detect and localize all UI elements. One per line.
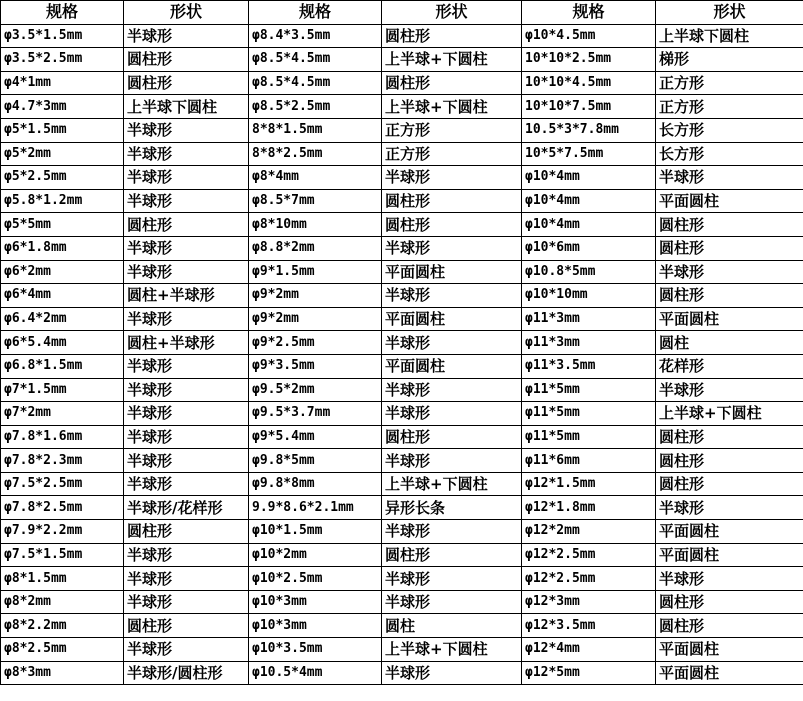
spec-cell: φ8.5*4.5mm [249,48,382,72]
shape-cell: 圆柱形 [124,48,249,72]
spec-cell: 8*8*1.5mm [249,118,382,142]
spec-cell: φ11*5mm [522,402,656,426]
header-spec-2: 规格 [249,1,382,25]
table-row [1,449,803,473]
shape-cell: 半球形 [124,638,249,662]
spec-cell: 10*10*7.5mm [522,95,656,119]
shape-cell: 上半球+下圆柱 [382,472,522,496]
table-row [1,260,803,284]
shape-cell: 半球形 [124,118,249,142]
shape-cell: 平面圆柱 [382,354,522,378]
shape-cell: 圆柱形 [656,590,803,614]
table-row [1,213,803,237]
table-row [1,354,803,378]
spec-cell: φ8*3mm [1,661,124,685]
shape-cell: 半球形 [382,590,522,614]
spec-cell: φ7*2mm [1,402,124,426]
shape-cell: 圆柱+半球形 [124,331,249,355]
spec-cell: φ6*4mm [1,284,124,308]
shape-cell: 平面圆柱 [656,520,803,544]
spec-cell: φ10*4mm [522,213,656,237]
shape-cell: 上半球+下圆柱 [382,638,522,662]
spec-cell: φ8*4mm [249,166,382,190]
shape-cell: 圆柱形 [382,24,522,48]
header-row [1,1,803,25]
shape-cell: 半球形 [124,378,249,402]
spec-cell: φ11*3mm [522,331,656,355]
spec-cell: φ12*1.5mm [522,472,656,496]
spec-cell: φ8*10mm [249,213,382,237]
shape-cell: 长方形 [656,118,803,142]
spec-cell: φ4*1mm [1,71,124,95]
spec-cell: φ8*2mm [1,590,124,614]
spec-cell: φ5*5mm [1,213,124,237]
table-row [1,661,803,685]
spec-cell: φ12*3mm [522,590,656,614]
shape-cell: 半球形 [124,142,249,166]
spec-cell: 10*10*4.5mm [522,71,656,95]
spec-cell: φ10.5*4mm [249,661,382,685]
shape-cell: 正方形 [382,142,522,166]
shape-cell: 圆柱形 [656,236,803,260]
shape-cell: 半球形 [124,24,249,48]
shape-cell: 圆柱形 [382,189,522,213]
shape-cell: 圆柱形 [124,71,249,95]
table-row [1,402,803,426]
shape-cell: 正方形 [656,71,803,95]
shape-cell: 正方形 [656,95,803,119]
table-row [1,118,803,142]
spec-cell: φ11*5mm [522,425,656,449]
spec-cell: φ12*3.5mm [522,614,656,638]
spec-cell: φ10*4mm [522,166,656,190]
spec-cell: φ10*6mm [522,236,656,260]
spec-cell: φ12*1.8mm [522,496,656,520]
header-shape-2: 形状 [382,1,522,25]
shape-cell: 半球形/圆柱形 [124,661,249,685]
table-row [1,425,803,449]
spec-cell: φ8*2.5mm [1,638,124,662]
shape-cell: 圆柱 [382,614,522,638]
table-row [1,236,803,260]
spec-cell: φ8.8*2mm [249,236,382,260]
shape-cell: 半球形 [124,567,249,591]
shape-cell: 半球形 [382,402,522,426]
spec-cell: φ8*2.2mm [1,614,124,638]
spec-cell: φ7*1.5mm [1,378,124,402]
shape-cell: 半球形 [124,472,249,496]
shape-cell: 半球形 [124,166,249,190]
header-shape-3: 形状 [656,1,803,25]
spec-cell: φ11*3mm [522,307,656,331]
spec-cell: φ10*3mm [249,614,382,638]
spec-cell: φ9.8*8mm [249,472,382,496]
shape-cell: 半球形 [124,402,249,426]
shape-cell: 半球形 [382,449,522,473]
spec-cell: φ7.8*1.6mm [1,425,124,449]
shape-cell: 半球形 [656,496,803,520]
spec-cell: φ7.5*1.5mm [1,543,124,567]
shape-cell: 圆柱形 [656,425,803,449]
spec-cell: 10*5*7.5mm [522,142,656,166]
spec-cell: φ12*2mm [522,520,656,544]
shape-cell: 平面圆柱 [656,638,803,662]
spec-cell: φ12*2.5mm [522,543,656,567]
shape-cell: 半球形 [382,236,522,260]
shape-cell: 平面圆柱 [656,307,803,331]
shape-cell: 平面圆柱 [656,661,803,685]
shape-cell: 上半球+下圆柱 [382,95,522,119]
shape-cell: 上半球+下圆柱 [382,48,522,72]
spec-cell: φ9.5*3.7mm [249,402,382,426]
shape-cell: 圆柱形 [124,213,249,237]
header-shape-1: 形状 [124,1,249,25]
shape-cell: 圆柱形 [382,543,522,567]
table-row [1,284,803,308]
shape-cell: 圆柱形 [382,71,522,95]
shape-cell: 半球形 [124,449,249,473]
shape-cell: 梯形 [656,48,803,72]
spec-cell: φ8.5*4.5mm [249,71,382,95]
spec-cell: φ10*10mm [522,284,656,308]
spec-cell: φ8*1.5mm [1,567,124,591]
spec-cell: φ5*2.5mm [1,166,124,190]
shape-cell: 圆柱形 [656,472,803,496]
shape-cell: 圆柱形 [656,213,803,237]
shape-cell: 半球形 [124,425,249,449]
shape-cell: 半球形 [124,189,249,213]
table-row [1,378,803,402]
shape-cell: 半球形 [656,378,803,402]
shape-cell: 半球形 [656,567,803,591]
table-row [1,307,803,331]
shape-cell: 圆柱 [656,331,803,355]
shape-cell: 半球形 [124,543,249,567]
spec-cell: φ10*3.5mm [249,638,382,662]
shape-cell: 半球形 [382,331,522,355]
spec-cell: φ7.8*2.3mm [1,449,124,473]
spec-cell: φ8.4*3.5mm [249,24,382,48]
shape-cell: 圆柱形 [124,614,249,638]
shape-cell: 半球形 [124,590,249,614]
spec-cell: φ4.7*3mm [1,95,124,119]
shape-cell: 正方形 [382,118,522,142]
shape-cell: 半球形 [124,236,249,260]
table-row [1,48,803,72]
spec-cell: φ5*2mm [1,142,124,166]
spec-cell: φ7.8*2.5mm [1,496,124,520]
spec-cell: φ5.8*1.2mm [1,189,124,213]
spec-cell: φ9*1.5mm [249,260,382,284]
spec-cell: φ10*4.5mm [522,24,656,48]
shape-cell: 平面圆柱 [656,543,803,567]
shape-cell: 半球形 [382,661,522,685]
table-row [1,166,803,190]
table-row [1,189,803,213]
spec-cell: φ3.5*1.5mm [1,24,124,48]
spec-cell: φ6*2mm [1,260,124,284]
spec-cell: φ10*1.5mm [249,520,382,544]
shape-cell: 平面圆柱 [382,260,522,284]
spec-cell: φ6*1.8mm [1,236,124,260]
shape-cell: 花样形 [656,354,803,378]
spec-cell: 10.5*3*7.8mm [522,118,656,142]
spec-cell: 8*8*2.5mm [249,142,382,166]
spec-cell: φ10*2mm [249,543,382,567]
shape-cell: 半球形 [124,307,249,331]
shape-cell: 圆柱形 [382,213,522,237]
shape-cell: 平面圆柱 [382,307,522,331]
spec-cell: φ6*5.4mm [1,331,124,355]
spec-cell: φ12*2.5mm [522,567,656,591]
spec-cell: φ10*4mm [522,189,656,213]
spec-cell: φ12*5mm [522,661,656,685]
shape-cell: 长方形 [656,142,803,166]
spec-cell: φ10*2.5mm [249,567,382,591]
shape-cell: 半球形 [382,567,522,591]
shape-cell: 半球形/花样形 [124,496,249,520]
spec-cell: φ8.5*7mm [249,189,382,213]
spec-cell: φ9.5*2mm [249,378,382,402]
table-row [1,543,803,567]
table-row [1,590,803,614]
spec-cell: φ10.8*5mm [522,260,656,284]
shape-cell: 圆柱形 [124,520,249,544]
table-row [1,638,803,662]
shape-cell: 半球形 [382,378,522,402]
table-row [1,520,803,544]
spec-cell: φ9*5.4mm [249,425,382,449]
shape-cell: 半球形 [656,166,803,190]
spec-cell: φ11*6mm [522,449,656,473]
spec-cell: φ9*2.5mm [249,331,382,355]
spec-cell: φ9*2mm [249,284,382,308]
shape-cell: 半球形 [124,354,249,378]
shape-cell: 上半球下圆柱 [124,95,249,119]
table-row [1,614,803,638]
shape-cell: 圆柱+半球形 [124,284,249,308]
spec-cell: φ3.5*2.5mm [1,48,124,72]
spec-cell: φ10*3mm [249,590,382,614]
spec-cell: φ5*1.5mm [1,118,124,142]
spec-cell: φ6.8*1.5mm [1,354,124,378]
spec-cell: φ11*5mm [522,378,656,402]
spec-cell: φ12*4mm [522,638,656,662]
shape-cell: 圆柱形 [656,614,803,638]
table-row [1,496,803,520]
header-spec-3: 规格 [522,1,656,25]
spec-cell: φ9.8*5mm [249,449,382,473]
shape-cell: 圆柱形 [382,425,522,449]
spec-cell: φ7.5*2.5mm [1,472,124,496]
shape-cell: 异形长条 [382,496,522,520]
spec-cell: φ6.4*2mm [1,307,124,331]
shape-cell: 圆柱形 [656,449,803,473]
shape-cell: 上半球+下圆柱 [656,402,803,426]
table-row [1,142,803,166]
shape-cell: 半球形 [656,260,803,284]
spec-cell: φ8.5*2.5mm [249,95,382,119]
spec-cell: φ7.9*2.2mm [1,520,124,544]
spec-cell: φ11*3.5mm [522,354,656,378]
spec-cell: 10*10*2.5mm [522,48,656,72]
shape-cell: 平面圆柱 [656,189,803,213]
table-row [1,567,803,591]
spec-cell: 9.9*8.6*2.1mm [249,496,382,520]
table-row [1,331,803,355]
spec-cell: φ9*2mm [249,307,382,331]
table-row [1,24,803,48]
spec-cell: φ9*3.5mm [249,354,382,378]
header-spec-1: 规格 [1,1,124,25]
table-body [1,24,803,685]
shape-cell: 半球形 [382,166,522,190]
table-row [1,71,803,95]
table-row [1,472,803,496]
shape-cell: 半球形 [124,260,249,284]
shape-cell: 上半球下圆柱 [656,24,803,48]
shape-cell: 半球形 [382,520,522,544]
table-row [1,95,803,119]
shape-cell: 半球形 [382,284,522,308]
shape-cell: 圆柱形 [656,284,803,308]
